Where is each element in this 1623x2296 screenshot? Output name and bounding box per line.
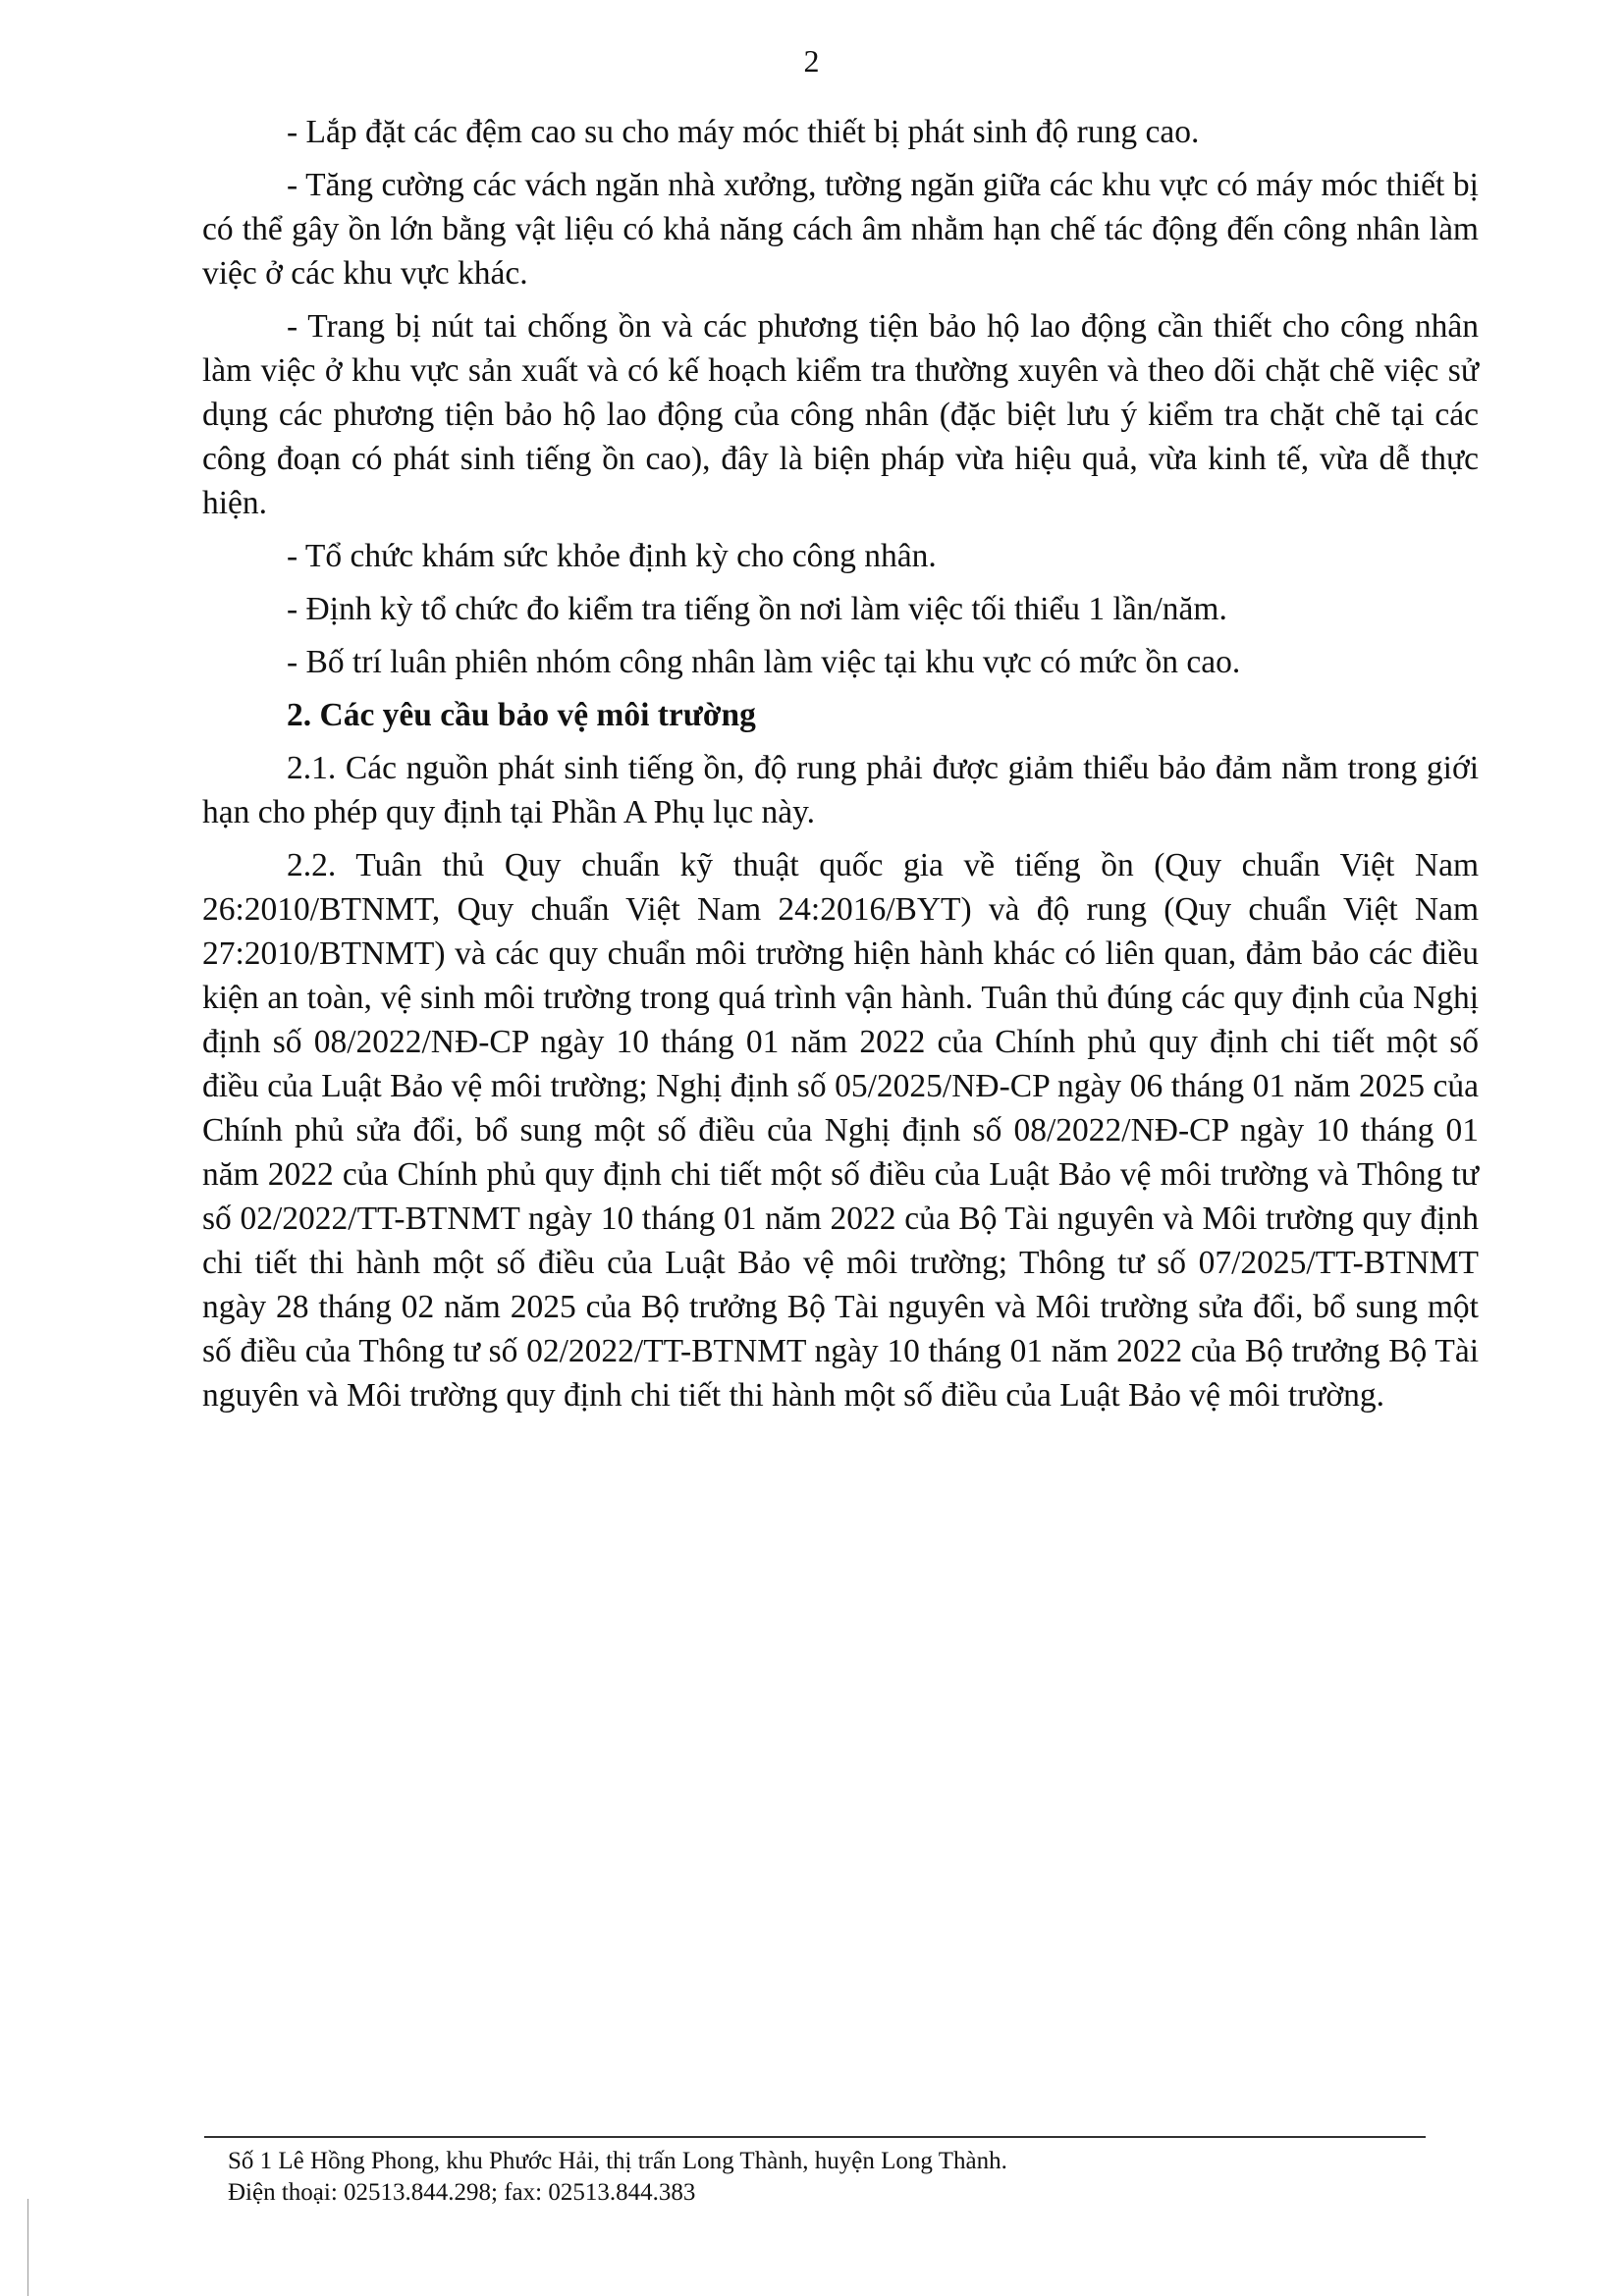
scan-margin-line (27, 2199, 28, 2296)
paragraph-2-2: 2.2. Tuân thủ Quy chuẩn kỹ thuật quốc gia về tiếng ồn (Quy chuẩn Việt Nam 26:2010/BTNMT, Quy chuẩn Việt Nam 24:2016/BYT) và độ rung (Quy chuẩn Việt Nam 27:2010/BTNMT) và các quy chuẩn môi trường hiện hành khác có liên quan, đảm bảo các điều kiện an toàn, vệ sinh môi trường trong quá trình vận hành. Tuân thủ đúng các quy định của Nghị định số 08/2022/NĐ-CP ngày 10 tháng 01 năm 2022 của Chính phủ quy định chi tiết một số điều của Luật Bảo vệ môi trường; Nghị định số 05/2025/NĐ-CP ngày 06 tháng 01 năm 2025 của Chính phủ sửa đổi, bổ sung một số điều của Nghị định số 08/2022/NĐ-CP ngày 10 tháng 01 năm 2022 của Chính phủ quy định chi tiết một số điều của Luật Bảo vệ môi trường và Thông tư số 02/2022/TT-BTNMT ngày 10 tháng 01 năm 2022 của Bộ Tài nguyên và Môi trường quy định chi tiết thi hành một số điều của Luật Bảo vệ môi trường; Thông tư số 07/2025/TT-BTNMT ngày 28 tháng 02 năm 2025 của Bộ trưởng Bộ Tài nguyên và Môi trường sửa đổi, bổ sung một số điều của Thông tư số 02/2022/TT-BTNMT ngày 10 tháng 01 năm 2022 của Bộ trưởng Bộ Tài nguyên và Môi trường quy định chi tiết thi hành một số điều của Luật Bảo vệ môi trường. (202, 847, 1479, 1414)
paragraph-partition-walls: - Tăng cường các vách ngăn nhà xưởng, tường ngăn giữa các khu vực có máy móc thiết bị có thể gây ồn lớn bằng vật liệu có khả năng cách âm nhằm hạn chế tác động đến công nhân làm việc ở các khu vực khác. (202, 167, 1479, 292)
document-body (202, 110, 1479, 1426)
footer-contact: Điện thoại: 02513.844.298; fax: 02513.844.383 (228, 2179, 696, 2206)
paragraph-2-1: 2.1. Các nguồn phát sinh tiếng ồn, độ rung phải được giảm thiểu bảo đảm nằm trong giới hạn cho phép quy định tại Phần A Phụ lục này. (202, 750, 1479, 830)
paragraph-ear-protection: - Trang bị nút tai chống ồn và các phương tiện bảo hộ lao động cần thiết cho công nhân làm việc ở khu vực sản xuất và có kế hoạch kiểm tra thường xuyên và theo dõi chặt chẽ việc sử dụng các phương tiện bảo hộ lao động của công nhân (đặc biệt lưu ý kiểm tra chặt chẽ tại các công đoạn có phát sinh tiếng ồn cao), đây là biện pháp vừa hiệu quả, vừa kinh tế, vừa dễ thực hiện. (202, 308, 1479, 521)
paragraph-worker-rotation: - Bố trí luân phiên nhóm công nhân làm việc tại khu vực có mức ồn cao. (287, 644, 1241, 680)
footer (228, 2146, 1406, 2209)
paragraph-rubber-pads: - Lắp đặt các đệm cao su cho máy móc thiết bị phát sinh độ rung cao. (287, 114, 1200, 150)
paragraph-noise-measurement: - Định kỳ tổ chức đo kiểm tra tiếng ồn nơi làm việc tối thiểu 1 lần/năm. (287, 591, 1227, 627)
footer-address: Số 1 Lê Hồng Phong, khu Phước Hải, thị trấn Long Thành, huyện Long Thành. (228, 2148, 1007, 2174)
paragraph-health-checkup: - Tổ chức khám sức khỏe định kỳ cho công nhân. (287, 538, 937, 574)
section-heading: 2. Các yêu cầu bảo vệ môi trường (287, 697, 756, 733)
footer-divider (204, 2136, 1426, 2138)
page-number: 2 (803, 43, 820, 79)
